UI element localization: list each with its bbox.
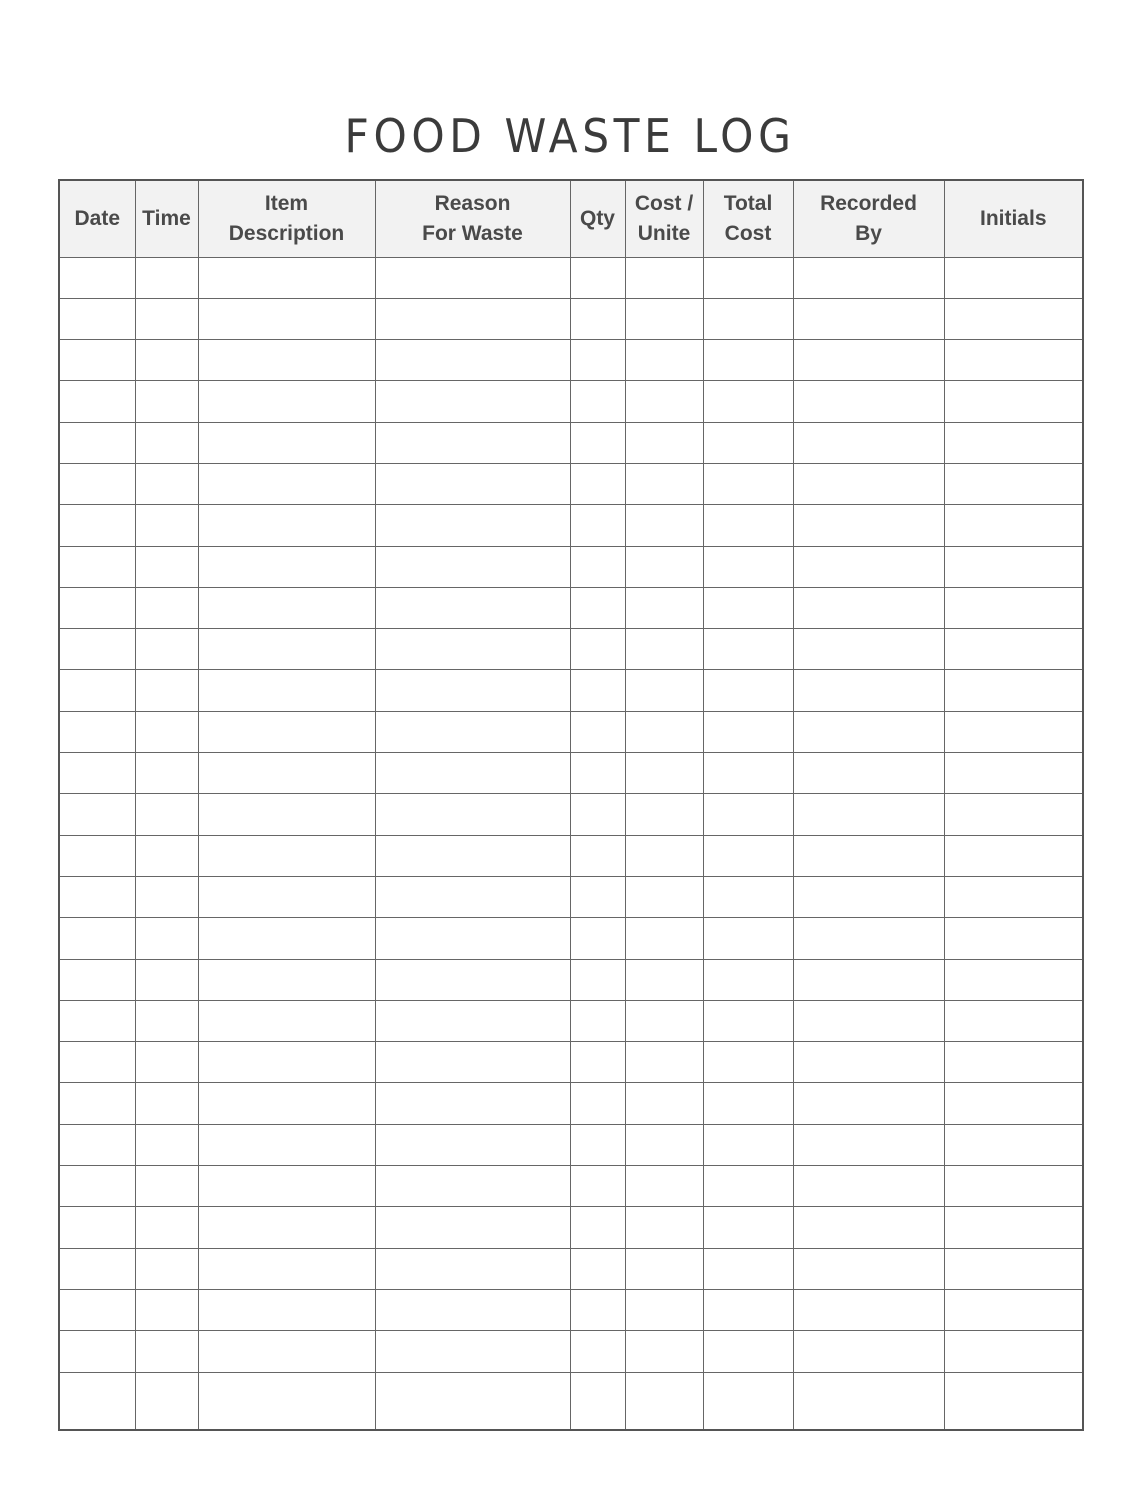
table-row xyxy=(59,1372,1083,1430)
table-cell[interactable] xyxy=(703,918,793,959)
table-cell[interactable] xyxy=(135,959,198,1000)
table-row xyxy=(59,298,1083,339)
table-row xyxy=(59,1331,1083,1372)
table-cell[interactable] xyxy=(793,340,944,381)
table-cell[interactable] xyxy=(703,629,793,670)
table-cell[interactable] xyxy=(59,298,135,339)
table-cell[interactable] xyxy=(198,711,375,752)
table-cell[interactable] xyxy=(625,340,703,381)
table-cell[interactable] xyxy=(703,959,793,1000)
table-cell[interactable] xyxy=(944,505,1083,546)
table-cell[interactable] xyxy=(375,1083,570,1124)
table-cell[interactable] xyxy=(375,463,570,504)
table-cell[interactable] xyxy=(570,876,625,917)
table-cell[interactable] xyxy=(625,1207,703,1248)
table-cell[interactable] xyxy=(198,1042,375,1083)
table-cell[interactable] xyxy=(375,711,570,752)
table-cell[interactable] xyxy=(625,1331,703,1372)
table-cell[interactable] xyxy=(625,1042,703,1083)
table-cell[interactable] xyxy=(135,1372,198,1430)
table-cell[interactable] xyxy=(570,257,625,298)
table-cell[interactable] xyxy=(570,1289,625,1330)
table-cell[interactable] xyxy=(793,835,944,876)
table-cell[interactable] xyxy=(793,1000,944,1041)
table-row xyxy=(59,959,1083,1000)
table-cell[interactable] xyxy=(703,670,793,711)
table-cell[interactable] xyxy=(793,257,944,298)
table-cell[interactable] xyxy=(135,1124,198,1165)
table-cell[interactable] xyxy=(570,463,625,504)
table-cell[interactable] xyxy=(570,959,625,1000)
table-cell[interactable] xyxy=(59,1331,135,1372)
table-row xyxy=(59,422,1083,463)
table-cell[interactable] xyxy=(944,753,1083,794)
table-cell[interactable] xyxy=(375,1166,570,1207)
table-cell[interactable] xyxy=(944,835,1083,876)
table-cell[interactable] xyxy=(570,587,625,628)
table-cell[interactable] xyxy=(625,422,703,463)
table-cell[interactable] xyxy=(625,670,703,711)
table-row xyxy=(59,463,1083,504)
table-cell[interactable] xyxy=(375,505,570,546)
table-cell[interactable] xyxy=(703,1248,793,1289)
table-cell[interactable] xyxy=(59,587,135,628)
table-cell[interactable] xyxy=(944,1372,1083,1430)
table-cell[interactable] xyxy=(625,629,703,670)
table-cell[interactable] xyxy=(375,794,570,835)
table-cell[interactable] xyxy=(59,959,135,1000)
table-cell[interactable] xyxy=(570,381,625,422)
page-title: FOOD WASTE LOG xyxy=(344,109,796,163)
table-cell[interactable] xyxy=(135,1083,198,1124)
table-cell[interactable] xyxy=(793,629,944,670)
table-cell[interactable] xyxy=(944,876,1083,917)
table-cell[interactable] xyxy=(570,1207,625,1248)
table-cell[interactable] xyxy=(198,505,375,546)
table-cell[interactable] xyxy=(59,1042,135,1083)
table-cell[interactable] xyxy=(793,505,944,546)
table-cell[interactable] xyxy=(198,546,375,587)
table-row xyxy=(59,753,1083,794)
table-row xyxy=(59,340,1083,381)
table-cell[interactable] xyxy=(375,1124,570,1165)
table-cell[interactable] xyxy=(375,257,570,298)
table-cell[interactable] xyxy=(793,959,944,1000)
table-row xyxy=(59,1000,1083,1041)
table-row xyxy=(59,629,1083,670)
table-cell[interactable] xyxy=(59,1372,135,1430)
table-cell[interactable] xyxy=(793,670,944,711)
table-cell[interactable] xyxy=(570,753,625,794)
table-cell[interactable] xyxy=(625,959,703,1000)
table-cell[interactable] xyxy=(703,340,793,381)
table-cell[interactable] xyxy=(59,835,135,876)
table-cell[interactable] xyxy=(793,298,944,339)
table-cell[interactable] xyxy=(59,918,135,959)
table-cell[interactable] xyxy=(570,835,625,876)
table-cell[interactable] xyxy=(944,422,1083,463)
header-row xyxy=(59,180,1083,257)
table-cell[interactable] xyxy=(793,1166,944,1207)
table-cell[interactable] xyxy=(793,1372,944,1430)
table-cell[interactable] xyxy=(198,876,375,917)
table-cell[interactable] xyxy=(198,959,375,1000)
table-cell[interactable] xyxy=(570,1124,625,1165)
table-cell[interactable] xyxy=(944,670,1083,711)
table-cell[interactable] xyxy=(703,1372,793,1430)
table-cell[interactable] xyxy=(944,1207,1083,1248)
table-cell[interactable] xyxy=(198,918,375,959)
table-row xyxy=(59,1289,1083,1330)
table-cell[interactable] xyxy=(135,587,198,628)
table-cell[interactable] xyxy=(135,794,198,835)
table-cell[interactable] xyxy=(59,711,135,752)
table-cell[interactable] xyxy=(198,835,375,876)
table-cell[interactable] xyxy=(570,1248,625,1289)
table-cell[interactable] xyxy=(625,1124,703,1165)
table-cell[interactable] xyxy=(703,1083,793,1124)
table-row xyxy=(59,1166,1083,1207)
table-row xyxy=(59,546,1083,587)
table-cell[interactable] xyxy=(570,629,625,670)
table-cell[interactable] xyxy=(375,340,570,381)
table-cell[interactable] xyxy=(793,794,944,835)
table-cell[interactable] xyxy=(625,298,703,339)
table-cell[interactable] xyxy=(198,587,375,628)
table-cell[interactable] xyxy=(59,422,135,463)
table-cell[interactable] xyxy=(135,918,198,959)
table-cell[interactable] xyxy=(135,629,198,670)
table-cell[interactable] xyxy=(570,794,625,835)
table-cell[interactable] xyxy=(793,1083,944,1124)
table-cell[interactable] xyxy=(793,876,944,917)
table-cell[interactable] xyxy=(135,753,198,794)
table-cell[interactable] xyxy=(570,1042,625,1083)
table-cell[interactable] xyxy=(135,298,198,339)
table-cell[interactable] xyxy=(135,1207,198,1248)
table-cell[interactable] xyxy=(793,918,944,959)
table-cell[interactable] xyxy=(375,753,570,794)
table-cell[interactable] xyxy=(703,546,793,587)
table-cell[interactable] xyxy=(625,711,703,752)
table-cell[interactable] xyxy=(944,1124,1083,1165)
table-row xyxy=(59,794,1083,835)
table-cell[interactable] xyxy=(135,340,198,381)
table-cell[interactable] xyxy=(198,257,375,298)
table-cell[interactable] xyxy=(59,1000,135,1041)
table-cell[interactable] xyxy=(135,381,198,422)
table-cell[interactable] xyxy=(625,794,703,835)
header-time: Time xyxy=(135,180,198,257)
table-cell[interactable] xyxy=(625,546,703,587)
table-cell[interactable] xyxy=(944,959,1083,1000)
table-cell[interactable] xyxy=(944,546,1083,587)
table-cell[interactable] xyxy=(703,1000,793,1041)
table-cell[interactable] xyxy=(135,546,198,587)
table-cell[interactable] xyxy=(944,1042,1083,1083)
table-cell[interactable] xyxy=(59,670,135,711)
table-row xyxy=(59,505,1083,546)
header-total-cost: Total Cost xyxy=(703,180,793,257)
table-cell[interactable] xyxy=(625,381,703,422)
table-cell[interactable] xyxy=(375,629,570,670)
table-row xyxy=(59,711,1083,752)
table-cell[interactable] xyxy=(198,1083,375,1124)
header-cost-per-unit: Cost / Unite xyxy=(625,180,703,257)
table-cell[interactable] xyxy=(59,629,135,670)
table-row xyxy=(59,1207,1083,1248)
table-cell[interactable] xyxy=(198,1124,375,1165)
table-cell[interactable] xyxy=(375,1207,570,1248)
table-cell[interactable] xyxy=(59,1248,135,1289)
table-cell[interactable] xyxy=(703,463,793,504)
table-cell[interactable] xyxy=(198,753,375,794)
table-cell[interactable] xyxy=(570,340,625,381)
table-cell[interactable] xyxy=(135,1166,198,1207)
table-row xyxy=(59,257,1083,298)
table-cell[interactable] xyxy=(625,1083,703,1124)
table-cell[interactable] xyxy=(375,918,570,959)
table-cell[interactable] xyxy=(944,463,1083,504)
table-cell[interactable] xyxy=(944,340,1083,381)
table-cell[interactable] xyxy=(570,422,625,463)
table-cell[interactable] xyxy=(703,505,793,546)
table-cell[interactable] xyxy=(135,1289,198,1330)
header-recorded-by: Recorded By xyxy=(793,180,944,257)
table-cell[interactable] xyxy=(703,587,793,628)
table-cell[interactable] xyxy=(944,298,1083,339)
table-cell[interactable] xyxy=(703,753,793,794)
table-cell[interactable] xyxy=(944,1000,1083,1041)
table-cell[interactable] xyxy=(793,1124,944,1165)
table-cell[interactable] xyxy=(703,422,793,463)
table-cell[interactable] xyxy=(135,257,198,298)
table-cell[interactable] xyxy=(59,1207,135,1248)
table-cell[interactable] xyxy=(135,505,198,546)
table-cell[interactable] xyxy=(375,876,570,917)
table-cell[interactable] xyxy=(135,876,198,917)
table-cell[interactable] xyxy=(703,711,793,752)
table-row xyxy=(59,587,1083,628)
table-cell[interactable] xyxy=(135,711,198,752)
table-cell[interactable] xyxy=(198,340,375,381)
table-cell[interactable] xyxy=(59,1166,135,1207)
table-cell[interactable] xyxy=(59,340,135,381)
table-cell[interactable] xyxy=(944,1331,1083,1372)
table-cell[interactable] xyxy=(59,381,135,422)
table-cell[interactable] xyxy=(198,794,375,835)
table-cell[interactable] xyxy=(198,1000,375,1041)
table-cell[interactable] xyxy=(59,505,135,546)
table-cell[interactable] xyxy=(570,1372,625,1430)
table-cell[interactable] xyxy=(625,753,703,794)
table-cell[interactable] xyxy=(703,381,793,422)
table-cell[interactable] xyxy=(703,1042,793,1083)
table-cell[interactable] xyxy=(793,546,944,587)
table-cell[interactable] xyxy=(59,546,135,587)
header-date: Date xyxy=(59,180,135,257)
table-cell[interactable] xyxy=(703,298,793,339)
header-qty: Qty xyxy=(570,180,625,257)
table-cell[interactable] xyxy=(944,587,1083,628)
table-cell[interactable] xyxy=(944,257,1083,298)
table-cell[interactable] xyxy=(198,422,375,463)
table-cell[interactable] xyxy=(375,959,570,1000)
table-cell[interactable] xyxy=(570,711,625,752)
table-cell[interactable] xyxy=(703,1289,793,1330)
table-cell[interactable] xyxy=(570,670,625,711)
table-cell[interactable] xyxy=(570,1000,625,1041)
header-initials: Initials xyxy=(944,180,1083,257)
table-cell[interactable] xyxy=(375,1042,570,1083)
table-cell[interactable] xyxy=(625,587,703,628)
table-cell[interactable] xyxy=(793,1289,944,1330)
table-cell[interactable] xyxy=(198,298,375,339)
table-cell[interactable] xyxy=(703,876,793,917)
table-cell[interactable] xyxy=(625,1000,703,1041)
table-cell[interactable] xyxy=(198,1289,375,1330)
table-cell[interactable] xyxy=(59,463,135,504)
table-row xyxy=(59,876,1083,917)
table-cell[interactable] xyxy=(198,381,375,422)
table-cell[interactable] xyxy=(944,381,1083,422)
table-cell[interactable] xyxy=(793,1331,944,1372)
table-cell[interactable] xyxy=(375,1289,570,1330)
table-cell[interactable] xyxy=(59,794,135,835)
table-cell[interactable] xyxy=(570,1083,625,1124)
table-cell[interactable] xyxy=(625,1289,703,1330)
table-cell[interactable] xyxy=(944,1083,1083,1124)
table-cell[interactable] xyxy=(375,1331,570,1372)
table-cell[interactable] xyxy=(625,918,703,959)
table-cell[interactable] xyxy=(135,1042,198,1083)
table-cell[interactable] xyxy=(135,1248,198,1289)
table-cell[interactable] xyxy=(135,422,198,463)
table-cell[interactable] xyxy=(793,422,944,463)
table-cell[interactable] xyxy=(198,629,375,670)
table-row xyxy=(59,835,1083,876)
table-cell[interactable] xyxy=(198,1331,375,1372)
table-cell[interactable] xyxy=(375,381,570,422)
table-cell[interactable] xyxy=(59,1289,135,1330)
table-cell[interactable] xyxy=(375,1372,570,1430)
table-cell[interactable] xyxy=(570,1331,625,1372)
header-reason-for-waste: Reason For Waste xyxy=(375,180,570,257)
table-cell[interactable] xyxy=(944,918,1083,959)
table-cell[interactable] xyxy=(59,753,135,794)
table-row xyxy=(59,381,1083,422)
table-cell[interactable] xyxy=(793,381,944,422)
table-cell[interactable] xyxy=(570,546,625,587)
table-cell[interactable] xyxy=(375,835,570,876)
table-row xyxy=(59,918,1083,959)
table-row xyxy=(59,1042,1083,1083)
table-cell[interactable] xyxy=(198,463,375,504)
table-cell[interactable] xyxy=(59,1124,135,1165)
table-cell[interactable] xyxy=(570,918,625,959)
table-cell[interactable] xyxy=(625,505,703,546)
table-cell[interactable] xyxy=(198,1248,375,1289)
table-cell[interactable] xyxy=(198,1207,375,1248)
table-cell[interactable] xyxy=(59,257,135,298)
table-cell[interactable] xyxy=(198,1372,375,1430)
table-cell[interactable] xyxy=(793,711,944,752)
table-cell[interactable] xyxy=(59,1083,135,1124)
table-cell[interactable] xyxy=(625,835,703,876)
table-cell[interactable] xyxy=(944,1166,1083,1207)
table-cell[interactable] xyxy=(570,1166,625,1207)
table-cell[interactable] xyxy=(793,1207,944,1248)
table-cell[interactable] xyxy=(703,257,793,298)
table-cell[interactable] xyxy=(570,505,625,546)
table-cell[interactable] xyxy=(375,1000,570,1041)
table-cell[interactable] xyxy=(944,1289,1083,1330)
table-cell[interactable] xyxy=(793,753,944,794)
table-cell[interactable] xyxy=(135,1000,198,1041)
table-cell[interactable] xyxy=(625,463,703,504)
table-cell[interactable] xyxy=(793,1248,944,1289)
table-cell[interactable] xyxy=(375,1248,570,1289)
table-cell[interactable] xyxy=(59,876,135,917)
food-waste-log-table xyxy=(58,179,1084,1431)
table-row xyxy=(59,1124,1083,1165)
table-cell[interactable] xyxy=(375,546,570,587)
table-row xyxy=(59,670,1083,711)
table-cell[interactable] xyxy=(703,1207,793,1248)
table-cell[interactable] xyxy=(570,298,625,339)
table-cell[interactable] xyxy=(198,1166,375,1207)
table-cell[interactable] xyxy=(375,422,570,463)
table-cell[interactable] xyxy=(375,298,570,339)
header-item-description: Item Description xyxy=(198,180,375,257)
table-cell[interactable] xyxy=(135,670,198,711)
table-cell[interactable] xyxy=(703,1166,793,1207)
table-cell[interactable] xyxy=(703,794,793,835)
table-cell[interactable] xyxy=(703,835,793,876)
table-cell[interactable] xyxy=(135,835,198,876)
table-row xyxy=(59,1248,1083,1289)
table-cell[interactable] xyxy=(625,1372,703,1430)
table-cell[interactable] xyxy=(625,257,703,298)
table-cell[interactable] xyxy=(793,1042,944,1083)
table-cell[interactable] xyxy=(944,794,1083,835)
table-cell[interactable] xyxy=(793,463,944,504)
table-cell[interactable] xyxy=(944,629,1083,670)
table-cell[interactable] xyxy=(375,670,570,711)
table-cell[interactable] xyxy=(703,1331,793,1372)
table-cell[interactable] xyxy=(625,876,703,917)
table-cell[interactable] xyxy=(375,587,570,628)
table-cell[interactable] xyxy=(944,711,1083,752)
table-cell[interactable] xyxy=(198,670,375,711)
table-row xyxy=(59,1083,1083,1124)
table-cell[interactable] xyxy=(625,1248,703,1289)
table-cell[interactable] xyxy=(135,463,198,504)
table-cell[interactable] xyxy=(944,1248,1083,1289)
table-cell[interactable] xyxy=(135,1331,198,1372)
table-cell[interactable] xyxy=(703,1124,793,1165)
table-cell[interactable] xyxy=(625,1166,703,1207)
log-body xyxy=(59,257,1083,1430)
table-cell[interactable] xyxy=(793,587,944,628)
